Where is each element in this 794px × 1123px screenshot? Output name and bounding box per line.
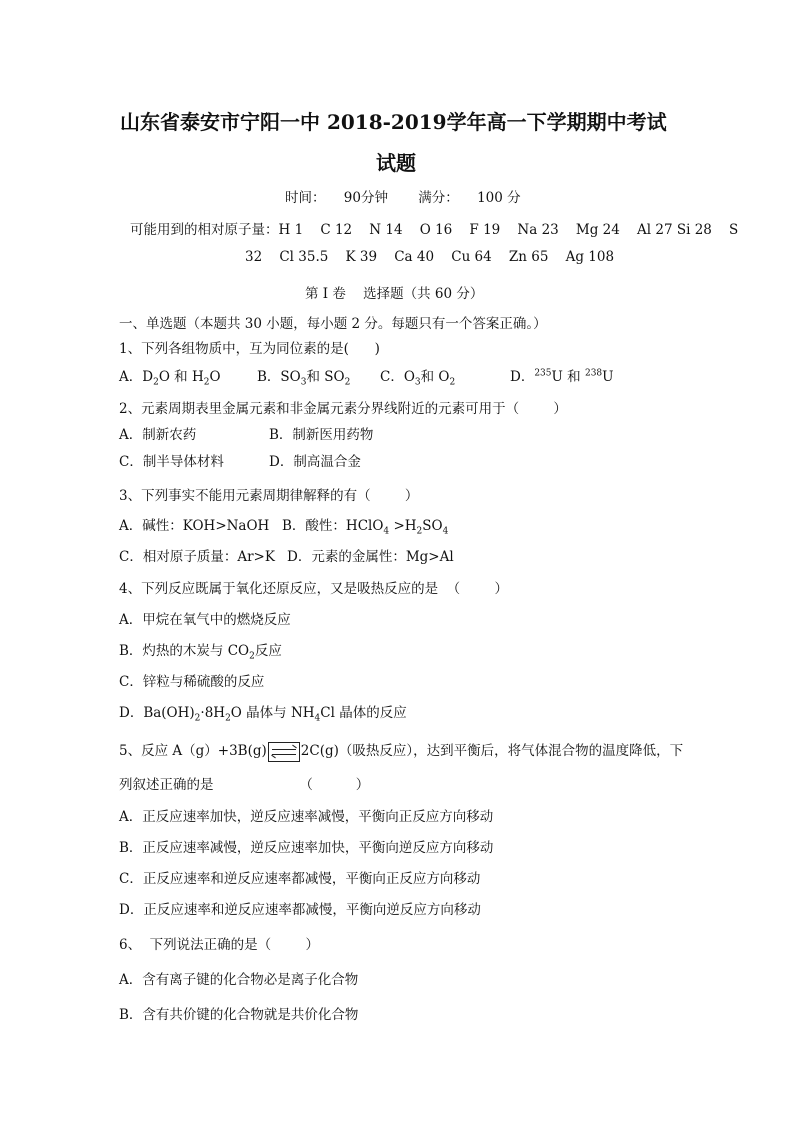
- section-instructions: 一、单选题（本题共 30 小题，每小题 2 分。每题只有一个答案正确。）: [119, 316, 547, 332]
- exam-title-line1: 山东省泰安市宁阳一中 2018-2019学年高一下学期期中考试: [120, 110, 667, 134]
- score-value: 100 分: [477, 190, 521, 206]
- q5-option-c: C．正反应速率和逆反应速率都减慢，平衡向正反应方向移动: [119, 871, 481, 887]
- q1-option-c: C．$O_3$和 $O_2$: [380, 369, 456, 388]
- q3-option-d: D．元素的金属性：Mg>Al: [287, 549, 454, 565]
- q2-option-c: C．制半导体材料: [119, 454, 224, 470]
- q5-option-b: B．正反应速率减慢，逆反应速率加快，平衡向逆反应方向移动: [119, 840, 494, 856]
- q2-option-d: D．制高温合金: [269, 454, 361, 470]
- atomic-mass-line2: 32 Cl 35.5 K 39 Ca 40 Cu 64 Zn 65 Ag 108: [245, 249, 615, 265]
- q3-option-a: A．碱性：KOH>NaOH: [119, 518, 270, 534]
- volume-title: 第 I 卷 选择题（共 60 分）: [305, 286, 484, 302]
- q5-stem: 5、反应 A（g）+3B(g) 2C(g)（吸热反应），达到平衡后，将气体混合物的温度降低，下: [119, 739, 683, 762]
- q6-option-a: A．含有离子键的化合物必是离子化合物: [119, 972, 359, 988]
- exam-title-line2: 试题: [376, 151, 416, 175]
- q2-option-b: B．制新医用药物: [269, 427, 374, 443]
- q1-stem: 1、下列各组物质中，互为同位素的是( ): [119, 341, 380, 357]
- q3-stem: 3、下列事实不能用元素周期律解释的有（ ）: [119, 488, 419, 504]
- q6-option-b: B．含有共价键的化合物就是共价化合物: [119, 1007, 359, 1023]
- q1-option-d: D．$^{235}$U 和 $^{238}$U: [510, 368, 614, 385]
- time-label: 时间：: [285, 190, 326, 206]
- q2-option-a: A．制新农药: [119, 427, 197, 443]
- q5-stem-line2: 列叙述正确的是 （ ）: [119, 777, 370, 793]
- exam-time-score: [285, 186, 521, 206]
- q6-stem: 6、 下列说法正确的是（ ）: [119, 937, 320, 953]
- q4-stem: 4、下列反应既属于氧化还原反应，又是吸热反应的是 （ ）: [119, 581, 509, 597]
- q2-stem: 2、元素周期表里金属元素和非金属元素分界线附近的元素可用于（ ）: [119, 401, 567, 417]
- q5-option-d: D．正反应速率和逆反应速率都减慢，平衡向逆反应方向移动: [119, 902, 481, 918]
- score-label: 满分：: [418, 190, 459, 206]
- q4-option-b: B．灼热的木炭与 $CO_2$反应: [119, 643, 282, 662]
- equilibrium-arrow-icon: [268, 742, 300, 762]
- q3-option-c: C．相对原子质量：Ar>K: [119, 549, 275, 565]
- q1-option-a: A．$D_2O$ 和 $H_2O$: [119, 369, 221, 388]
- q5-option-a: A．正反应速率加快，逆反应速率减慢，平衡向正反应方向移动: [119, 809, 494, 825]
- q4-option-d: D．$Ba(OH)_2\cdot 8H_2O$ 晶体与 $NH_4Cl$ 晶体的反应: [119, 705, 407, 724]
- q4-option-a: A．甲烷在氧气中的燃烧反应: [119, 612, 291, 628]
- q4-option-c: C．锌粒与稀硫酸的反应: [119, 674, 265, 690]
- q3-option-b: B．酸性：HClO$_4$ $>H_2SO_4$: [282, 518, 449, 537]
- time-value: 90分钟: [343, 190, 388, 206]
- q1-option-b: B．$SO_3$和 $SO_2$: [257, 369, 351, 388]
- atomic-mass-line1: 可能用到的相对原子量：H 1 C 12 N 14 O 16 F 19 Na 23 Mg 24 Al 27 Si 28 S: [130, 222, 739, 238]
